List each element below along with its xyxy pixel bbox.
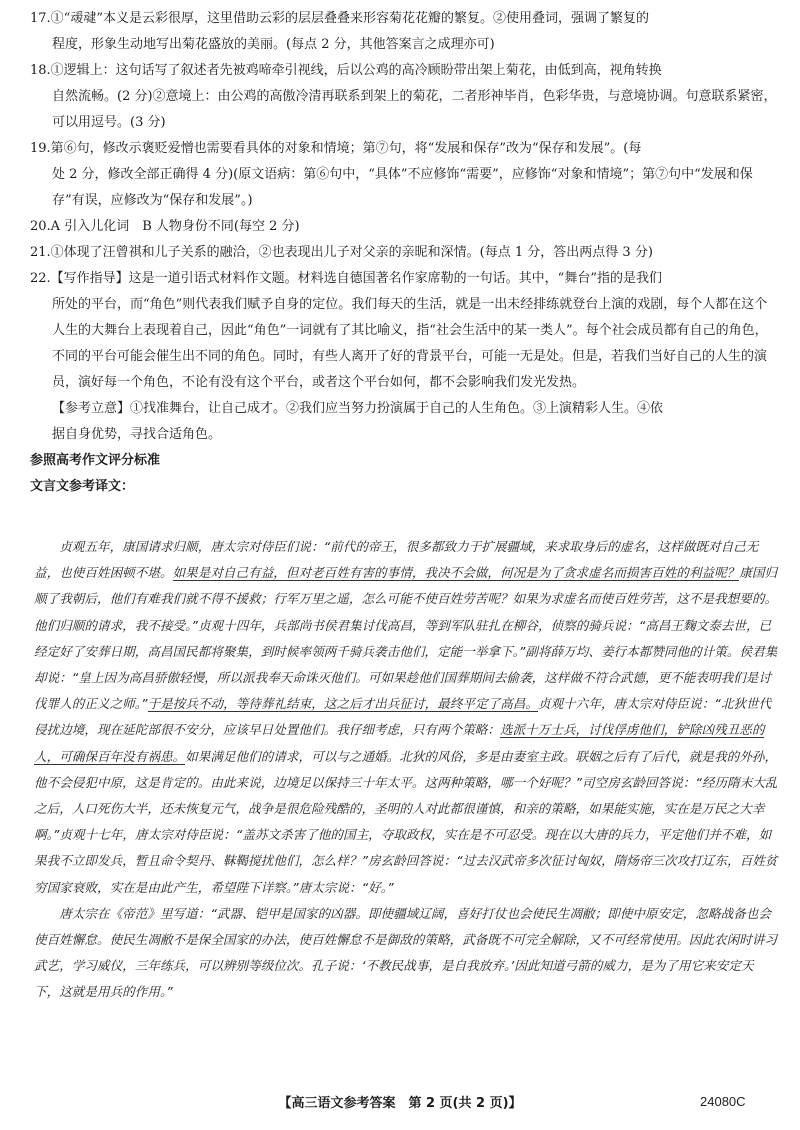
answer-22: 22.【写作指导】这是一道引语式材料作文题。材料选自德国著名作家席勒的一句话。其中，“舞台”指的是我们 所处的平台，而“角色”则代表我们赋予自身的定位。我们每天的生活，就是一出未经排练就登台上演的戏剧，每个人都在这个人生的大舞台上表现着自己，因此“角色”一词就有了其比喻义，指“社会生活中的某一类人”。每个社会成员都有自己的角色，不同的平台可能会催生出不同的角色。同时，有些人离开了好的背景平台，可能一无是处。但是，若我们当好自己的人生的演员，演好每一个角色，不论有没有这个平台，或者这个平台如何，都不会影响我们发光发热。 xyxy=(30,266,778,396)
answer-18-rest: 自然流畅。(2 分)②意境上：由公鸡的高傲冷清再联系到架上的菊花，二者形神毕肖，色彩华贵，与意境协调。句意联系紧密，可以用逗号。(3 分) xyxy=(52,89,777,130)
page-footer: 【高三语文参考答案 第 2 页(共 2 页)】 xyxy=(278,1096,522,1111)
underlined-sentence-1: 如果是对自己有益，但对老百姓有害的事情，我决不会做，何况是为了贪求虚名而损害百姓的利益呢？ xyxy=(172,565,740,581)
underlined-sentence-3: 选派十万士兵，讨伐俘虏他们，铲除凶残丑恶的人，可确保百年没有祸患。 xyxy=(34,722,765,764)
answer-22-rest: 所处的平台，而“角色”则代表我们赋予自身的定位。我们每天的生活，就是一出未经排练就登台上演的戏剧，每个人都在这个人生的大舞台上表现着自己，因此“角色”一词就有了其比喻义，指“社会生活中的某一类人”。每个社会成员都有自己的角色，不同的平台可能会催生出不同的角色。同时，有些人离开了好的背景平台，可能一无是处。但是，若我们当好自己的人生的演员，演好每一个角色，不论有没有这个平台，或者这个平台如何，都不会影响我们发光发热。 xyxy=(52,297,768,390)
translation-paragraph-1: 贞观五年，康国请求归顺，唐太宗对侍臣们说：“前代的帝王，很多都致力于扩展疆域，来求取身后的虚名，这样做既对自己无益，也使百姓困顿不堪。如果是对自己有益，但对老百姓有害的事情，我决不会做，何况是为了贪求虚名而损害百姓的利益呢？康国归顺了我朝后，他们有难我们就不得不援救；行军万里之遥，怎么可能不使百姓劳苦呢？如果为求虚名而使百姓劳苦，这不是我想要的。他们归顺的请求，我不接受。”贞观十四年，兵部尚书侯君集讨伐高昌，等到军队驻扎在柳谷，侦察的骑兵说：“高昌王麴文泰去世，已经定好了安葬日期，高昌国民都将聚集，到时候率领两千骑兵袭击他们，定能一举拿下。”副将薛万均、姜行本都赞同他的计策。侯君集却说：“皇上因为高昌骄傲轻慢，所以派我奉天命诛灭他们。可如果趁他们国葬期间去偷袭，这样做不符合武德，更不能表明我们是讨伐罪人的正义之师。”于是按兵不动，等待葬礼结束，这之后才出兵征讨，最终平定了高昌。贞观十六年，唐太宗对侍臣说：“北狄世代侵扰边境，现在延陀部很不安分，应该早日处置他们。我仔细考虑，只有两个策略：选派十万士兵，讨伐俘虏他们，铲除凶残丑恶的人，可确保百年没有祸患。如果满足他们的请求，可以与之通婚。北狄的风俗，多是由妻室主政。联姻之后有了后代，就是我的外孙，他不会侵犯中原，这是肯定的。由此来说，边境足以保持三十年太平。这两种策略，哪一个好呢？”司空房玄龄回答说：“经历隋末大乱之后，人口死伤大半，还未恢复元气，战争是很危险残酷的，圣明的人对此都很谨慎，和亲的策略，如果能实施，实在是万民之大幸啊。”贞观十七年，唐太宗对侍臣说：“盖苏文杀害了他的国主，夺取政权，实在是不可忍受。现在以大唐的兵力，平定他们并不难，如果我不立即发兵，暂且命令契丹、靺鞨搅扰他们，怎么样？”房玄龄回答说：“过去汉武帝多次征讨匈奴，隋炀帝三次攻打辽东，百姓贫穷国家衰败，实在是由此产生，希望陛下详察。”唐太宗说：“好。” xyxy=(34,539,778,895)
translation-paragraph-2: 唐太宗在《帝范》里写道：“武器、铠甲是国家的凶器。即使疆域辽阔，喜好打仗也会使民生凋敝；即使中原安定，忽略战备也会使百姓懈怠。使民生凋敝不是保全国家的办法，使百姓懈怠不是御敌的策略，武备既不可完全解除，又不可经常使用。因此农闲时讲习武艺，学习威仪，三年练兵，可以辨别等级位次。孔子说：‘不教民战事，是自我放弃。’因此知道弓箭的威力，是为了用它来安定天下，这就是用兵的作用。” xyxy=(34,905,778,1000)
classical-translation xyxy=(34,534,778,1006)
paper-code: 24080C xyxy=(700,1094,746,1109)
answer-17: 17.①“叆叇”本义是云彩很厚，这里借助云彩的层层叠叠来形容菊花花瓣的繁复。②使用叠词，强调了繁复的 程度，形象生动地写出菊花盛放的美丽。(每点 2 分，其他答案言之成理亦可) xyxy=(30,11,649,52)
answer-22-reference: 【参考立意】①找准舞台，让自己成才。②我们应当努力扮演属于自己的人生角色。③上演精彩人生。④依 据自身优势，寻找合适角色。 xyxy=(52,401,664,442)
answer-19: 19.第⑥句，修改示褒贬爱憎也需要看具体的对象和情境；第⑦句，将“发展和保存”改为“保存和发展”。(每 处 2 分，修改全部正确得 4 分)(原文语病：第⑥句中，“具体”不应修饰“需要”，应修饰“对象和情境”；第⑦句中“发展和保存”有误，应修改为“保存和发展”。) xyxy=(30,136,778,214)
answer-18: 18.①逻辑上：这句话写了叙述者先被鸡啼牵引视线，后以公鸡的高冷顾盼带出架上菊花，由低到高，视角转换 自然流畅。(2 分)②意境上：由公鸡的高傲冷清再联系到架上的菊花，二者形神毕肖，色彩华贵，与意境协调。句意联系紧密，可以用逗号。(3 分) xyxy=(30,58,778,136)
answer-list xyxy=(30,6,778,500)
answer-20: 20.A 引入儿化词 B 人物身份不同(每空 2 分) xyxy=(30,219,300,234)
translation-heading: 文言文参考译文： xyxy=(30,479,135,494)
answer-21: 21.①体现了汪曾祺和儿子关系的融洽，②也表现出儿子对父亲的亲昵和深情。(每点 1 分，答出两点得 3 分) xyxy=(30,245,653,260)
answer-19-rest: 处 2 分，修改全部正确得 4 分)(原文语病：第⑥句中，“具体”不应修饰“需要”，应修饰“对象和情境”；第⑦句中“发展和保存”有误，应修改为“保存和发展”。) xyxy=(52,167,753,208)
underlined-sentence-2: 于是按兵不动，等待葬礼结束，这之后才出兵征讨，最终平定了高昌。 xyxy=(147,696,538,712)
essay-standard-heading: 参照高考作文评分标准 xyxy=(30,453,161,468)
